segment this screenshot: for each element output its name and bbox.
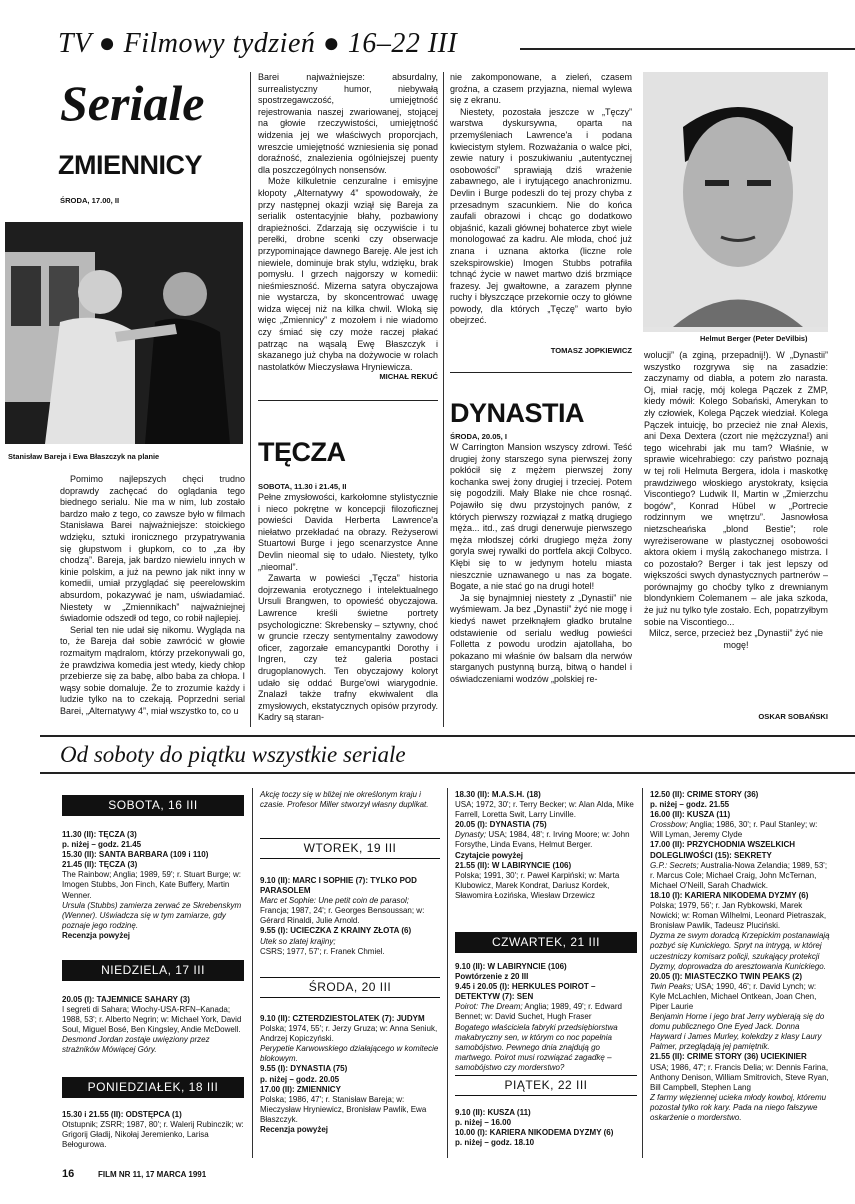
entry-desc: Z farmy więziennej ucieka młody kowboj, któremu pozostał tylko rok kary. Pada na niego fałszywe oskarżenie o morderstwo.	[650, 1092, 827, 1122]
schedule-friday	[455, 1108, 637, 1148]
entry-info: Polska; 1986, 47'; r. Stanisław Bareja; w: Mieczysław Hryniewicz, Bronisław Pawlik, Ewa Błaszczyk.	[260, 1094, 427, 1124]
entry-title: 9.55 (I): DYNASTIA (75)	[260, 1064, 348, 1074]
day-bar-saturday: SOBOTA, 16 III	[62, 795, 244, 816]
section-rule	[40, 772, 855, 774]
list-item	[260, 1014, 440, 1064]
issue-info: FILM NR 11, 17 MARCA 1991	[98, 1170, 207, 1179]
paragraph: Barei najważniejsze: absurdalny, surrealistyczny humor, niebywałą spostrzegawczość, umiejętność rejestrowania naszej zwariowanej, stojącej na głowie rzeczywistości, umiejętność widzenia jej we właściwych proporcjach, wreszcie umiejętność wzniesienia się ponad doraźność, znalezienia ogólniejszej puenty dla poszczególnych nonsensów.	[258, 72, 438, 175]
dynastia-text-1	[450, 442, 632, 685]
week-listing-title: Od soboty do piątku wszystkie seriale	[60, 742, 406, 767]
entry-note: p. niżej – godz. 21.55	[650, 800, 730, 810]
day-bar-tuesday: WTOREK, 19 III	[260, 838, 440, 859]
tecza-time: SOBOTA, 11.30 i 21.45, II	[258, 482, 347, 491]
schedule-monday	[62, 1110, 244, 1150]
list-item	[260, 1085, 440, 1135]
day-bar-friday: PIĄTEK, 22 III	[455, 1075, 637, 1096]
entry-info: Polska; 1979, 56'; r. Jan Rybkowski, Marek Nowicki; w: Roman Wilhelmi, Leonard Pietraszak, Bronisław Pawlik, Tadeusz Pluciński.	[650, 901, 827, 931]
schedule-saturday	[62, 830, 244, 941]
entry-note: Czytajcie powyżej	[455, 850, 524, 860]
paragraph: Zawarta w powieści „Tęcza” historia dojrzewania erotycznego i intelektualnego Ursuli Brangwen, to opowieść obyczajowa. Lawrence kreśli świetne portrety psychologiczne: Skrebensky – sztywny, choć w gruncie rzeczy sentymentalny zawodowy oficer, zagorzałe emancypantki Dorothy i Ingren, czy też galeria postaci drugoplanowych. Ten obyczajowy koloryt udało się oddać Burge'owi wiarygodnie. Znalazł także trafny ekwiwalent dla zmysłowych, ekstatycznych opisów przyrody. Kadry są staran-	[258, 573, 438, 723]
schedule-sunday	[62, 995, 244, 1056]
schedule-wednesday-cont	[455, 790, 637, 901]
paragraph: Pełne zmysłowości, karkołomne stylistycznie i nieco pokrętne w koncepcji filozoficznej powieści Davida Herberta Lawrence'a niełatwo przekładać na obrazy. Reżyserowi Stuartowi Burge i jego scenarzystce Anne Devlin nieomal się to udało. Niestety, tylko „nieomal”.	[258, 492, 438, 572]
entry-note: p. niżej – godz. 18.10	[455, 1138, 535, 1148]
tecza-text-2	[450, 72, 632, 327]
dynastia-time: ŚRODA, 20.05, I	[450, 432, 507, 441]
entry-desc: Dyzma ze swym doradcą Krzepickim postanawiają pozbyć się Kunickiego. Spryt na intrygą, w której uczestniczy komisarz policji, szukający protekcji Dyzmy, doprowadza do aresztowania Kunickiego.	[650, 931, 830, 971]
entry-title: 10.00 (I): KARIERA NIKODEMA DYZMY (6)	[455, 1128, 614, 1138]
section-rule	[40, 735, 855, 737]
tecza-heading: TĘCZA	[258, 437, 346, 467]
entry-desc: Twin Peaks;	[650, 981, 693, 991]
entry-info: Otstupnik; ZSRR; 1987, 80'; r. Walerij Rubinczik; w: Grigorij Gładij, Nikołaj Jeremienko, Larisa Bełogurowa.	[62, 1120, 244, 1150]
entry-title: 11.30 (II): TĘCZA (3)	[62, 830, 137, 839]
entry-title: 20.05 (I): MIASTECZKO TWIN PEAKS (2)	[650, 971, 803, 981]
page-number: 16	[62, 1168, 75, 1180]
paragraph: Może kilkuletnie cenzuralne i emisyjne kłopoty „Alternatywy 4” spowodowały, że przy następnej okazji wziął się Bareja za serialik ostentacyjnie błahy, pozbawiony drapieżności. Zdarzają się oczywiście i tu perełki, drobne scenki czy obserwacje przypominające dawnego Bareję. Ale jest ich niewiele, dominuje brak stylu, wdzięku, brak pomysłu. I grzech najgorszy w komedii: nieśmieszność. Mizerna satyra obyczajowa nie wystarcza, by skoncentrować uwagę widza więcej niż na kilka chwil. Wloką się więc „Zmiennicy” z mozołem i nie wiadomo czy śmiać się czy może raczej płakać patrząc na wąsalą Ewę Błaszczyk i skazanego już chyba na dożywocie w rolach nastolatków Mieczysława Hryniewicza.	[258, 176, 438, 372]
photo-berger	[643, 72, 828, 332]
entry-title: 9.45 i 20.05 (I): HERKULES POIROT – DETEKTYW (7): SEN	[455, 982, 596, 1002]
entry-desc: G.P.: Secrets;	[650, 860, 699, 870]
column-rule	[443, 72, 444, 727]
list-item	[455, 1108, 637, 1128]
list-item	[62, 995, 244, 1056]
entry-note: p. niżej – godz. 21.45	[62, 840, 142, 850]
schedule-friday-cont	[650, 790, 830, 1123]
zmiennicy-time: ŚRODA, 17.00, II	[60, 196, 120, 205]
entry-title: 12.50 (II): CRIME STORY (36)	[650, 790, 759, 799]
entry-info: USA; 1986, 47'; r. Francis Delia; w: Dennis Farina, Anthony Denison, William Smitrovich, Steve Ryan, Bill Campbell, Stephen Lang	[650, 1062, 829, 1092]
column-rule	[250, 72, 251, 727]
entry-info: Francja; 1987, 24'; r. Georges Bensoussan; w: Gérard Rinaldi, Julie Arnold.	[260, 906, 425, 926]
day-bar-wednesday: ŚRODA, 20 III	[260, 977, 440, 998]
entry-info: Polska; 1991, 30'; r. Paweł Karpiński; w: Marta Klubowicz, Marek Kondrat, Dariusz Kordek, Sławomira Łozińska, Wiesław Drzewicz	[455, 870, 620, 900]
day-bar-monday: PONIEDZIAŁEK, 18 III	[62, 1077, 244, 1098]
column-rule	[252, 788, 253, 1158]
list-item	[650, 891, 830, 972]
list-item	[260, 926, 440, 956]
entry-desc: Dynasty;	[455, 830, 487, 840]
dynastia-text-2	[644, 350, 828, 651]
divider	[450, 372, 632, 373]
paragraph: Milcz, serce, przecież bez „Dynastii” żyć nie mogę!	[648, 628, 824, 650]
paragraph: Niestety, pozostała jeszcze w „Tęczy” warstwa dyskursywna, oparta na przemyśleniach Lawrence'a i podana kwiecistym stylem. Rozważania o walce płci, zewie natury i poszukiwaniu „autentycznej osobowości” sprawiają dziś wrażenie zabawnego, ale i irytującego anachronizmu. Devlin i Burge podeszli do tej prozy chyba z przesadnym szacunkiem. Nie do końca zaufali obrazowi i chcąc go dodatkowo objaśnić, kazali głównej bohaterce zbyt wiele monologować za kadru. Ale młoda, choć już znana i uznana aktorka (liczne role szekspirowskie) Imogen Stubbs potrafiła tchnąć życie w nawet martwo dziś brzmiące frazesy. Jej gwałtowne, a zarazem płynne ruchy i błyszczące przekornie oczy to główne powody, dla których „Tęczę” warto było obejrzeć.	[450, 106, 632, 326]
entry-info: CSRS; 1977, 57'; r. Franek Chmiel.	[260, 946, 385, 956]
tecza-signature: TOMASZ JOPKIEWICZ	[550, 346, 632, 355]
entry-title: 18.30 (II): M.A.S.H. (18)	[455, 790, 541, 799]
list-item	[455, 962, 637, 982]
entry-desc: Desmond Jordan zostaje uwięziony przez strażników Mówiącej Góry.	[62, 1035, 210, 1055]
entry-title: 16.00 (II): KUSZA (11)	[650, 810, 731, 820]
entry-note: p. niżej – godz. 20.05	[260, 1074, 340, 1084]
section-brand: Seriale	[60, 75, 205, 131]
masthead-title: Filmowy tydzień	[123, 28, 316, 59]
masthead-range: 16–22 III	[347, 28, 458, 59]
entry-title: 9.55 (I): UCIECZKA Z KRAINY ZŁOTA (6)	[260, 926, 412, 936]
entry-title: 17.00 (II): PRZYCHODNIA WSZELKICH DOLEGLIWOŚCI (15): SEKRETY	[650, 840, 796, 860]
entry-info: USA; 1972, 30'; r. Terry Becker; w: Alan Alda, Mike Farrell, Loretta Swit, Larry Linville.	[455, 800, 634, 820]
entry-title: 20.05 (I): TAJEMNICE SAHARY (3)	[62, 995, 190, 1004]
bullet-icon: ●	[98, 28, 117, 59]
list-item	[650, 972, 830, 1053]
entry-title: 15.30 i 21.55 (II): ODSTĘPCA (1)	[62, 1110, 182, 1119]
dynastia-signature: OSKAR SOBAŃSKI	[758, 712, 828, 721]
divider	[258, 400, 438, 401]
zmiennicy-text-1	[60, 474, 245, 717]
list-item	[455, 1128, 637, 1148]
list-item	[455, 861, 637, 901]
dynastia-heading: DYNASTIA	[450, 398, 585, 428]
entry-desc: Bogatego właściciela fabryki przedsiębiorstwa makabryczny sen, w którym co noc popełnia samobójstwo. Pewnego dnia znajdują go martwego. Poirot musi rozwiązać zagadkę – samobójstwo czy morderstwo?	[455, 1022, 618, 1072]
entry-desc: Perypetie Karwowskiego działającego w komitecie blokowym.	[260, 1044, 439, 1064]
entry-info: Anglia; 1986, 30'; r. Paul Stanley; w: Will Lyman, Jeremy Clyde	[650, 820, 818, 840]
photo-berger-caption: Helmut Berger (Peter DeVilbis)	[700, 334, 808, 343]
day-bar-thursday: CZWARTEK, 21 III	[455, 932, 637, 953]
list-item	[455, 790, 637, 820]
entry-title: 15.30 (II): SANTA BARBARA (109 i 110)	[62, 850, 209, 860]
entry-title: 9.10 (II): MARC I SOPHIE (7): TYLKO POD PARASOLEM	[260, 876, 417, 896]
entry-title: 9.10 (II): W LABIRYNCIE (106)	[455, 962, 567, 971]
entry-info: Polska; 1974, 55'; r. Jerzy Gruza; w: Anna Seniuk, Andrzej Kopiczyński.	[260, 1024, 438, 1044]
list-item	[62, 1110, 244, 1150]
entry-info: USA; 1990, 46'; r. David Lynch; w: Kyle McLachlen, Michael Ontkean, Joan Chen, Piper Laurie	[650, 981, 817, 1011]
entry-title: 21.55 (II): CRIME STORY (36) UCIEKINIER	[650, 1052, 807, 1062]
list-item	[455, 820, 637, 860]
entry-title: 21.45 (II): TĘCZA (3)	[62, 860, 138, 870]
masthead-tv: TV	[58, 28, 92, 59]
photo-bareja-caption: Stanisław Bareja i Ewa Błaszczyk na planie	[8, 452, 160, 461]
entry-title: 21.55 (II): W LABIRYNCIE (106)	[455, 860, 572, 870]
entry-info: The Rainbow; Anglia; 1989, 59'; r. Stuart Burge; w: Imogen Stubbs, Jon Finch, Kate Buffery, Martin Wenner.	[62, 870, 241, 900]
entry-note: Recenzja powyżej	[62, 930, 131, 940]
entry-note: Powtórzenie z 20 III	[455, 972, 529, 982]
paragraph: W Carrington Mansion wszyscy zdrowi. Teść drugiej żony starszego syna pierwszej żony pokłócił się z mężem pierwszej żony kochanka swej żony drugiej i trzeciej. Potem się pogodzili. Mały Blake nie chce rosnąć. Pojawiło się dwu przystojnych panów, z których pierwszy rozwiązał z matką drugiego męża... itd., zaś drugi denerwuje pierwszego męża młodszej córki drugiego męża żony goryla swej rywalki do portfela akcji Colbyco. Kłębi się to w jedynym hotelu miasta nieszcznie uznawanego u nas za bogate. Bogate, a nie stać go na drugi hotel!	[450, 442, 632, 592]
schedule-thursday	[455, 962, 637, 1073]
masthead	[58, 28, 457, 60]
masthead-rule	[520, 48, 855, 50]
list-item	[260, 1064, 440, 1084]
entry-desc: Marc et Sophie: Une petit coin de parasol;	[260, 896, 409, 906]
schedule-tuesday	[260, 876, 440, 957]
zmiennicy-signature: MICHAŁ REKUĆ	[379, 372, 438, 381]
entry-desc: Poirot: The Dream;	[455, 1002, 523, 1012]
entry-info: Anglia; 1989, 49'; r. Edward Bennet; w: David Suchet, Hugh Fraser	[455, 1002, 622, 1022]
schedule-wednesday	[260, 1014, 440, 1135]
entry-title: 20.05 (I): DYNASTIA (75)	[455, 820, 547, 830]
entry-desc: Benjamin Horne i jego brat Jerry wybierają się do domu publicznego One Eyed Jack. Donna Hayward i James Murley, kolekdzy z klasy Laury Palmer, przeglądają jej pamiętnik.	[650, 1012, 825, 1052]
paragraph: Ja się bynajmniej niestety z „Dynastii” nie wyśmiewam. Ja bez „Dynastii” żyć nie mogę i kiedyś nawet przełknąłem gładko brutalne odstawienie od serialu według powieści Folletta z powodu urodzin ajatollaha, bo pokazano mi właśnie ów balsam dla nerwów starganych pustynną burzą, bitwą o handel i oświadczeniami wodzów „polskiej re-	[450, 592, 632, 684]
entry-info: I segreti di Sahara; Włochy-USA-RFN–Kanada; 1988, 53'; r. Alberto Negrin; w: Michael York, David Soul, Miguel Bosé, Ben Kingsley, Andie McDowell.	[62, 1005, 242, 1035]
bullet-icon: ●	[322, 28, 341, 59]
entry-info: Australia-Nowa Zelandia; 1989, 53'; r. Marcus Cole; Michael Craig, John McTernan, Michael O'Neill, Sarah Chadwick.	[650, 860, 828, 890]
entry-desc: Crossbow;	[650, 820, 688, 830]
day-bar-sunday: NIEDZIELA, 17 III	[62, 960, 244, 981]
entry-info: USA; 1984, 48'; r. Irving Moore; w: John Forsythe, Linda Evans, Helmut Berger.	[455, 830, 630, 850]
list-item	[62, 860, 244, 941]
paragraph: wolucji” (a zginą, przepadnij!). W „Dynastii” wszystko rozgrywa się na zasadzie: zaczynamy od diabła, a potem zło narasta. Oj, miał rację, mój kolega Pączek z ZMP, kiedy mówił: Kolego Sobański, Amerykan to zły człowiek, Kolega Pączek wiedział. Kolega Pączek intuicję, bo przecież nie znał Alexis, ani Dexa Dextera (czort nie mężczyzna!) ani tego wicehrabi jak mu tam? Właśnie, w sprawie wicehrabiego: czy państwo poznają w tej roli Helmuta Bergera, idola i maskotkę prawdziwego włoskiego arystokraty, księcia Viscontiego? Ludwik II, Martin w „Zmierzchu bogów”, Konrad Hübel w „Portrecie rodzinnym we wnętrzu”. Jasnowłosa nietzscheańska „blond Bestie”; role wyreżiserowane w plastycznej osobowości aktora okiem i myślą zakochanego mistrza. I co pozostało? Berger i tak jest lepszy od większości swych dynastycznych partnerów – porównajmy go choćby tylko z drewnianym blondynkiem Colemanem – ale jaka szkoda, że już nu tylko tyle zostało. Ech, popatrzyłbym sobie na Viscontiego...	[644, 350, 828, 627]
list-item	[650, 790, 830, 810]
paragraph: nie zakomponowane, a zieleń, czasem groźna, a czasem przyjazna, niemal wylewa się z ekranu.	[450, 72, 632, 106]
schedule-carryover: Akcję toczy się w bliżej nie określonym kraju i czasie. Profesor Miller stworzył własny duplikat.	[260, 790, 429, 810]
photo-berger-image	[643, 72, 828, 327]
entry-note: p. niżej – 16.00	[455, 1118, 512, 1128]
paragraph: Serial ten nie udał się nikomu. Wygląda na to, że Bareja dał sobie zawrócić w głowie rozmaitym mądralom, którzy przekonywali go, że prawdziwa komedia jest wtedy, kiedy chłop przebierze się za babę, albo baba za chłopa. I wąsy sobie domaluje. Że to zrozumie każdy i ludzie tylko na to czekają. Poprzedni serial Barei, „Alternatywy 4”, miał wszystko to, co u	[60, 624, 245, 716]
photo-bareja	[5, 222, 243, 444]
entry-title: 18.10 (I): KARIERA NIKODEMA DYZMY (6)	[650, 890, 809, 900]
entry-note: Recenzja powyżej	[260, 1125, 329, 1135]
photo-bareja-image	[5, 222, 243, 444]
list-item	[650, 810, 830, 840]
tecza-text-1	[258, 492, 438, 724]
list-item	[650, 840, 830, 890]
column-rule	[642, 788, 643, 1158]
list-item	[62, 850, 244, 860]
entry-title: 9.10 (II): CZTERDZIESTOLATEK (7): JUDYM	[260, 1014, 425, 1023]
paragraph: Pomimo najlepszych chęci trudno doprawdy zachęcać do oglądania tego biednego serialu. Nie ma w nim, lub zostało bardzo mało z tego, co zawsze było w filmach Stanisława Barei najważniejsze: stoickiego wdzięku, sztuki ironicznego przypatrywania się głupstwom i głupkom, co to „za łby chodzą”. Bareja, jak bardzo niewielu innych w kinie polskim, a już na pewno jak nikt inny w komedii, umiał przyglądać się peerelowskim absurdom, pokazywać je nam, uświadamiać. Niestety w „Zmiennikach” najważniejnej świadomie odszedł od tego, co robił najlepiej.	[60, 474, 245, 624]
list-item	[650, 1052, 830, 1123]
list-item	[455, 982, 637, 1073]
entry-title: 9.10 (II): KUSZA (11)	[455, 1108, 531, 1117]
entry-desc: Ursula (Stubbs) zamierza zerwać ze Skrebenskym (Wenner). Uświadcza się w tym zamiarze, gdy poznaje jego rodzinę.	[62, 900, 242, 930]
entry-title: 17.00 (II): ZMIENNICY	[260, 1084, 341, 1094]
list-item	[260, 876, 440, 926]
list-item	[62, 830, 244, 850]
zmiennicy-heading: ZMIENNICY	[58, 150, 202, 180]
entry-desc: Utek so zlatej krajiny;	[260, 936, 336, 946]
zmiennicy-text-2	[258, 72, 438, 373]
column-rule	[447, 788, 448, 1158]
